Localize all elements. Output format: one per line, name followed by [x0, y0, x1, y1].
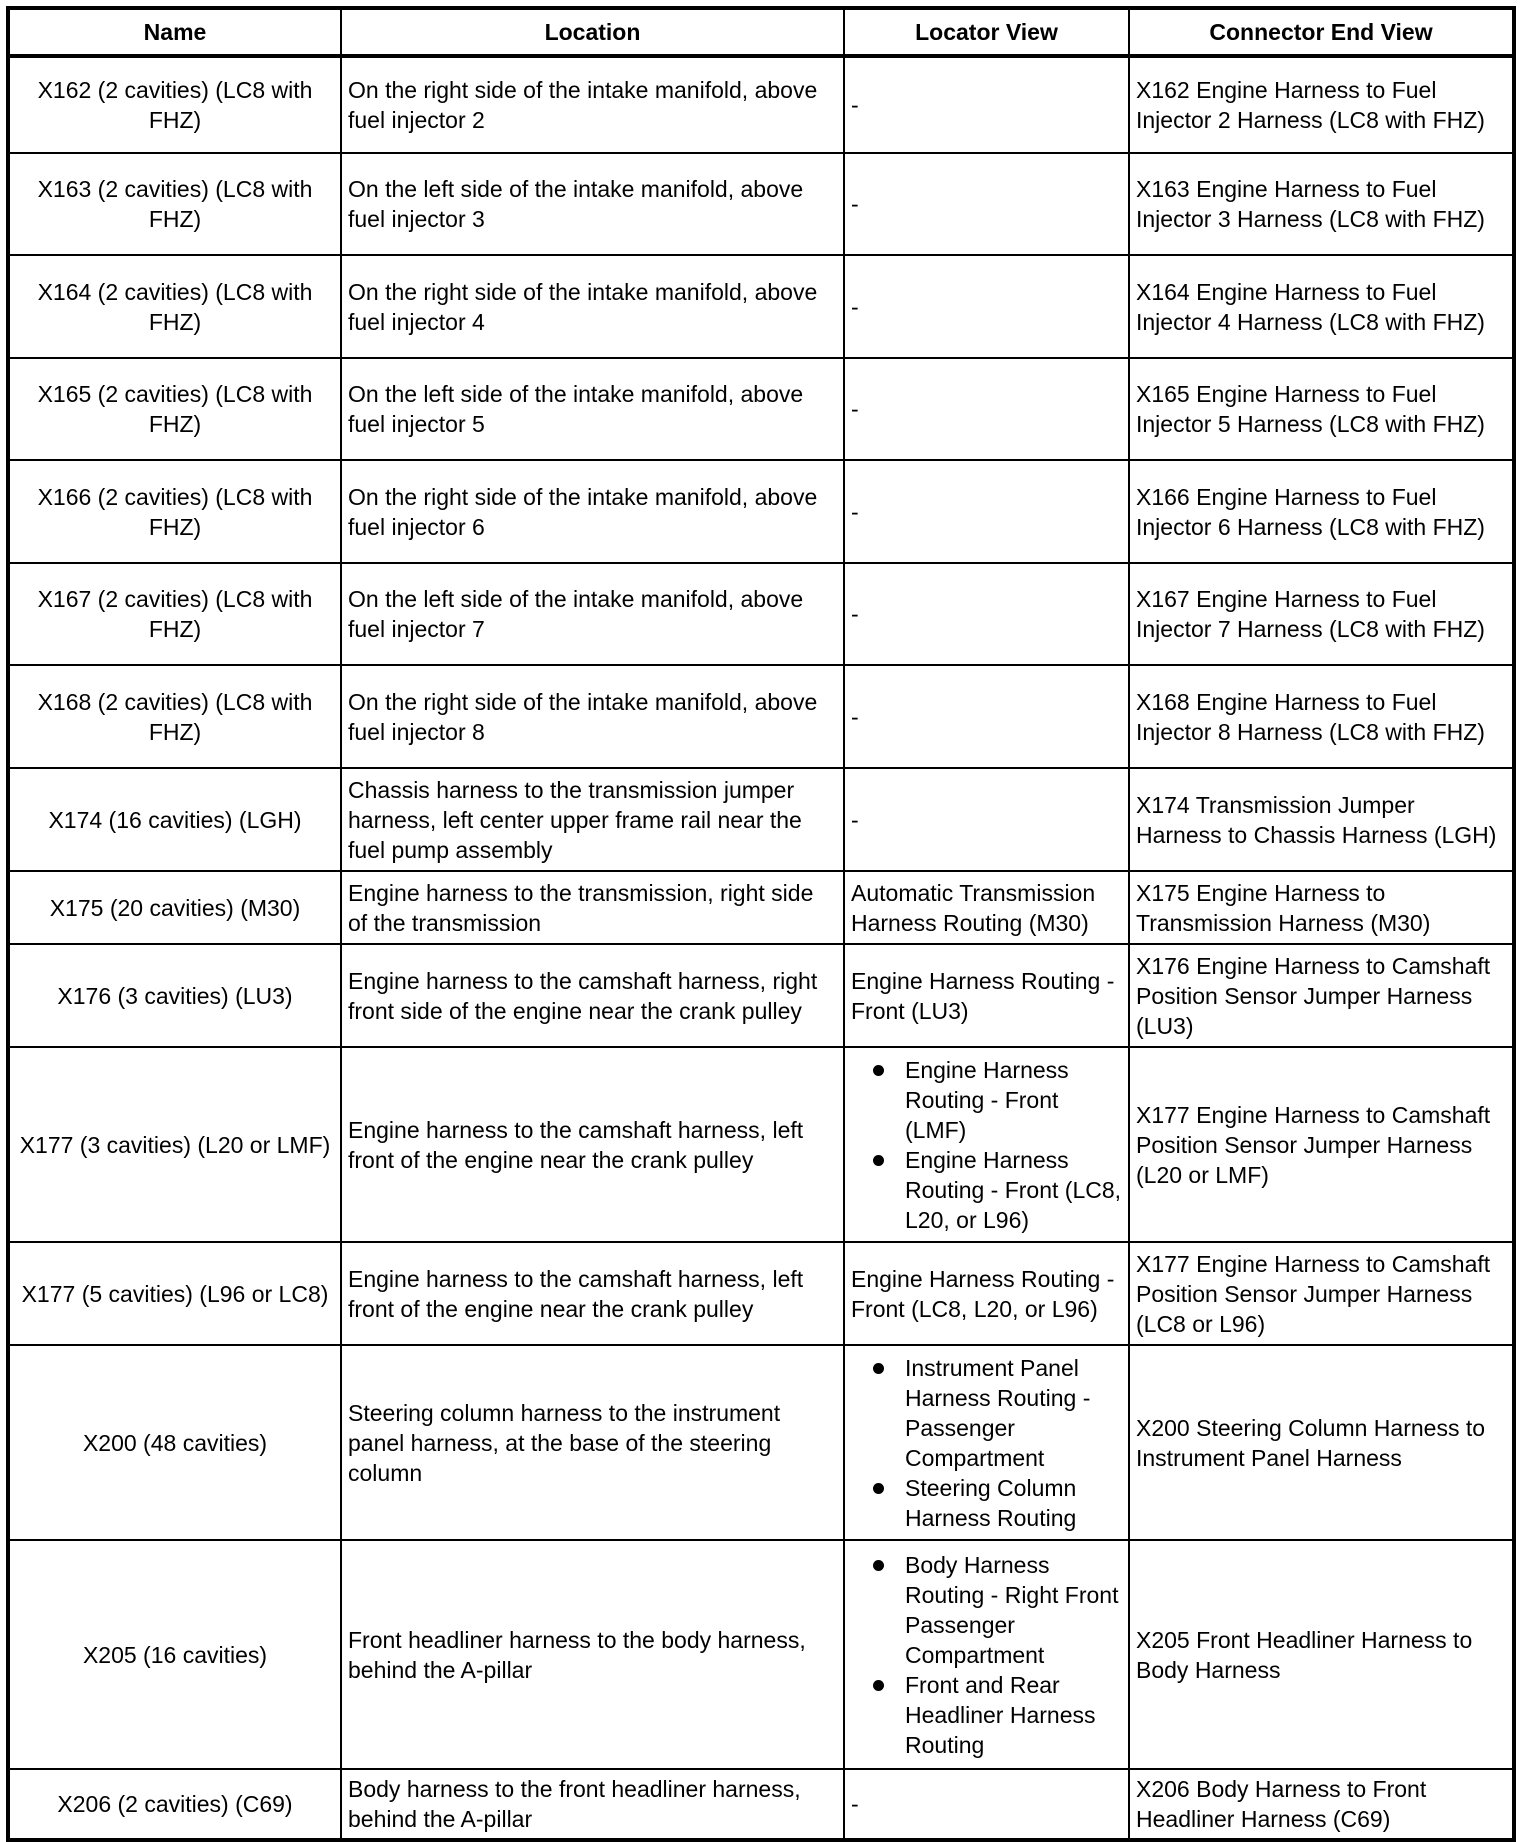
- connector-name-cell: X174 (16 cavities) (LGH): [8, 768, 341, 871]
- table-body: [8, 56, 1514, 1840]
- connector-table: [6, 6, 1516, 1842]
- header-name: Name: [8, 8, 341, 56]
- location-cell: On the left side of the intake manifold, above fuel injector 5: [341, 358, 844, 460]
- table-row: [8, 460, 1514, 563]
- location-cell: Body harness to the front headliner harness, behind the A-pillar: [341, 1769, 844, 1840]
- locator-view-cell: [844, 1047, 1129, 1242]
- table-row: [8, 1345, 1514, 1540]
- location-cell: Chassis harness to the transmission jumper harness, left center upper frame rail near the fuel pump assembly: [341, 768, 844, 871]
- header-location: Location: [341, 8, 844, 56]
- connector-end-view-link[interactable]: X205 Front Headliner Harness to Body Harness: [1136, 1626, 1473, 1683]
- connector-end-view-cell: [1129, 665, 1514, 768]
- connector-end-view-link[interactable]: X206 Body Harness to Front Headliner Harness (C69): [1136, 1776, 1427, 1832]
- locator-view-cell: [844, 56, 1129, 153]
- connector-end-view-cell: [1129, 1769, 1514, 1840]
- table-row: [8, 358, 1514, 460]
- connector-end-view-link[interactable]: X162 Engine Harness to Fuel Injector 2 Harness (LC8 with FHZ): [1136, 77, 1485, 133]
- connector-end-view-cell: [1129, 768, 1514, 871]
- locator-view-empty: -: [851, 396, 859, 422]
- table-row: [8, 768, 1514, 871]
- connector-end-view-link[interactable]: X164 Engine Harness to Fuel Injector 4 Harness (LC8 with FHZ): [1136, 278, 1485, 335]
- locator-view-cell: [844, 460, 1129, 563]
- connector-name-cell: X164 (2 cavities) (LC8 with FHZ): [8, 255, 341, 358]
- table-row: [8, 1047, 1514, 1242]
- locator-view-cell: [844, 358, 1129, 460]
- location-cell: On the right side of the intake manifold, above fuel injector 2: [341, 56, 844, 153]
- locator-view-list: [851, 1353, 1122, 1533]
- table-row: [8, 1242, 1514, 1345]
- location-cell: On the left side of the intake manifold, above fuel injector 3: [341, 153, 844, 255]
- location-cell: Engine harness to the camshaft harness, right front side of the engine near the crank pulley: [341, 944, 844, 1047]
- locator-view-link[interactable]: Automatic Transmission Harness Routing (M30): [851, 879, 1096, 936]
- header-connector-end-view: Connector End View: [1129, 8, 1514, 56]
- connector-name-cell: X163 (2 cavities) (LC8 with FHZ): [8, 153, 341, 255]
- connector-name-cell: X177 (5 cavities) (L96 or LC8): [8, 1242, 341, 1345]
- location-cell: On the right side of the intake manifold, above fuel injector 6: [341, 460, 844, 563]
- table-row: [8, 665, 1514, 768]
- locator-view-link[interactable]: Steering Column Harness Routing: [905, 1473, 1122, 1533]
- location-cell: Steering column harness to the instrument panel harness, at the base of the steering column: [341, 1345, 844, 1540]
- header-locator-view: Locator View: [844, 8, 1129, 56]
- locator-view-cell: [844, 871, 1129, 944]
- table-row: [8, 1540, 1514, 1769]
- location-cell: Engine harness to the transmission, right side of the transmission: [341, 871, 844, 944]
- locator-view-cell: [844, 944, 1129, 1047]
- location-cell: Engine harness to the camshaft harness, left front of the engine near the crank pulley: [341, 1242, 844, 1345]
- locator-view-list: [851, 1055, 1122, 1235]
- locator-view-empty: -: [851, 806, 859, 833]
- locator-view-empty: -: [851, 1791, 859, 1817]
- connector-end-view-cell: [1129, 153, 1514, 255]
- locator-view-empty: -: [851, 293, 859, 320]
- table-row: [8, 944, 1514, 1047]
- locator-view-empty: -: [851, 601, 859, 627]
- location-cell: Front headliner harness to the body harness, behind the A-pillar: [341, 1540, 844, 1769]
- connector-end-view-cell: [1129, 255, 1514, 358]
- location-cell: On the right side of the intake manifold, above fuel injector 8: [341, 665, 844, 768]
- connector-end-view-link[interactable]: X174 Transmission Jumper Harness to Chassis Harness (LGH): [1136, 791, 1497, 848]
- connector-end-view-link[interactable]: X168 Engine Harness to Fuel Injector 8 Harness (LC8 with FHZ): [1136, 688, 1485, 745]
- connector-end-view-link[interactable]: X177 Engine Harness to Camshaft Position Sensor Jumper Harness (LC8 or L96): [1136, 1250, 1491, 1337]
- connector-end-view-cell: [1129, 358, 1514, 460]
- connector-end-view-cell: [1129, 1047, 1514, 1242]
- table-row: [8, 563, 1514, 665]
- connector-end-view-cell: [1129, 56, 1514, 153]
- locator-view-empty: -: [851, 191, 859, 217]
- locator-view-link[interactable]: Engine Harness Routing - Front (LU3): [851, 967, 1115, 1024]
- table-row: [8, 153, 1514, 255]
- connector-name-cell: X165 (2 cavities) (LC8 with FHZ): [8, 358, 341, 460]
- connector-end-view-link[interactable]: X200 Steering Column Harness to Instrument Panel Harness: [1136, 1414, 1486, 1471]
- header-row: [8, 8, 1514, 56]
- locator-view-list: [851, 1550, 1122, 1760]
- connector-end-view-cell: [1129, 871, 1514, 944]
- locator-view-cell: [844, 153, 1129, 255]
- connector-name-cell: X162 (2 cavities) (LC8 with FHZ): [8, 56, 341, 153]
- connector-name-cell: X175 (20 cavities) (M30): [8, 871, 341, 944]
- connector-name-cell: X177 (3 cavities) (L20 or LMF): [8, 1047, 341, 1242]
- connector-name-cell: X167 (2 cavities) (LC8 with FHZ): [8, 563, 341, 665]
- connector-end-view-link[interactable]: X165 Engine Harness to Fuel Injector 5 Harness (LC8 with FHZ): [1136, 381, 1485, 437]
- connector-end-view-link[interactable]: X166 Engine Harness to Fuel Injector 6 Harness (LC8 with FHZ): [1136, 483, 1485, 540]
- locator-view-cell: [844, 563, 1129, 665]
- connector-end-view-link[interactable]: X176 Engine Harness to Camshaft Position Sensor Jumper Harness (LU3): [1136, 952, 1491, 1039]
- location-cell: Engine harness to the camshaft harness, left front of the engine near the crank pulley: [341, 1047, 844, 1242]
- connector-end-view-link[interactable]: X177 Engine Harness to Camshaft Position Sensor Jumper Harness (L20 or LMF): [1136, 1101, 1491, 1188]
- connector-name-cell: X176 (3 cavities) (LU3): [8, 944, 341, 1047]
- locator-view-cell: [844, 665, 1129, 768]
- table-row: [8, 255, 1514, 358]
- locator-view-empty: -: [851, 703, 859, 730]
- connector-end-view-cell: [1129, 1540, 1514, 1769]
- locator-view-link[interactable]: Engine Harness Routing - Front (LMF): [905, 1055, 1122, 1145]
- connector-end-view-cell: [1129, 460, 1514, 563]
- connector-name-cell: X168 (2 cavities) (LC8 with FHZ): [8, 665, 341, 768]
- connector-end-view-link[interactable]: X167 Engine Harness to Fuel Injector 7 Harness (LC8 with FHZ): [1136, 586, 1485, 642]
- connector-name-cell: X166 (2 cavities) (LC8 with FHZ): [8, 460, 341, 563]
- locator-view-cell: [844, 1345, 1129, 1540]
- locator-view-empty: -: [851, 498, 859, 525]
- connector-name-cell: X206 (2 cavities) (C69): [8, 1769, 341, 1840]
- locator-view-cell: [844, 1769, 1129, 1840]
- locator-view-link[interactable]: Engine Harness Routing - Front (LC8, L20, or L96): [851, 1265, 1115, 1322]
- connector-end-view-link[interactable]: X163 Engine Harness to Fuel Injector 3 Harness (LC8 with FHZ): [1136, 176, 1485, 232]
- locator-view-empty: -: [851, 92, 859, 118]
- table-row: [8, 871, 1514, 944]
- connector-name-cell: X200 (48 cavities): [8, 1345, 341, 1540]
- table-row: [8, 56, 1514, 153]
- connector-end-view-cell: [1129, 563, 1514, 665]
- connector-end-view-link[interactable]: X175 Engine Harness to Transmission Harness (M30): [1136, 879, 1431, 936]
- connector-end-view-cell: [1129, 1242, 1514, 1345]
- locator-view-cell: [844, 1242, 1129, 1345]
- locator-view-link[interactable]: Engine Harness Routing - Front (LC8, L20, or L96): [905, 1146, 1122, 1233]
- locator-view-link[interactable]: Instrument Panel Harness Routing - Passenger Compartment: [905, 1353, 1122, 1473]
- connector-end-view-cell: [1129, 1345, 1514, 1540]
- locator-view-cell: [844, 768, 1129, 871]
- location-cell: On the left side of the intake manifold, above fuel injector 7: [341, 563, 844, 665]
- locator-view-link[interactable]: Front and Rear Headliner Harness Routing: [905, 1670, 1122, 1760]
- locator-view-cell: [844, 255, 1129, 358]
- locator-view-cell: [844, 1540, 1129, 1769]
- connector-name-cell: X205 (16 cavities): [8, 1540, 341, 1769]
- connector-end-view-cell: [1129, 944, 1514, 1047]
- locator-view-link[interactable]: Body Harness Routing - Right Front Passenger Compartment: [905, 1550, 1122, 1670]
- table-row: [8, 1769, 1514, 1840]
- location-cell: On the right side of the intake manifold, above fuel injector 4: [341, 255, 844, 358]
